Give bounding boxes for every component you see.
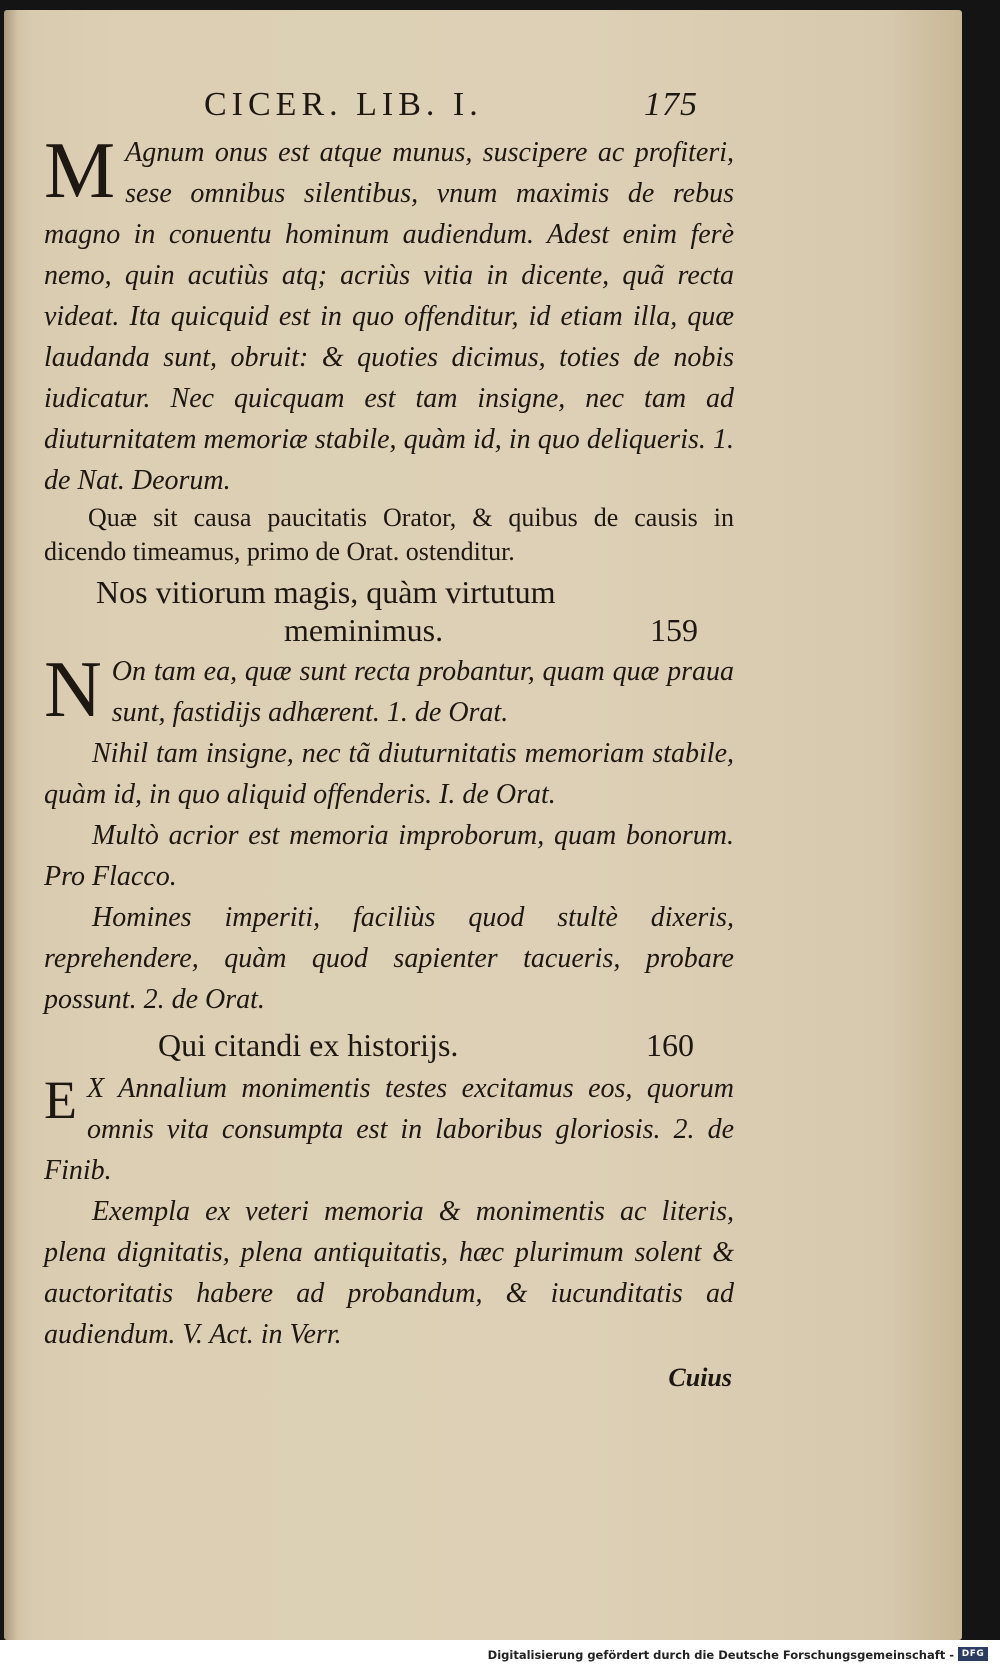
- section-heading-line2: meminimus.: [284, 612, 444, 648]
- section-number: 159: [650, 612, 698, 648]
- page-gutter-shadow: [4, 10, 18, 1640]
- drop-cap-n: N: [44, 646, 102, 734]
- section-heading-159: [44, 573, 734, 649]
- paragraph-homines-imperiti: Homines imperiti, faciliùs quod stultè dixeris, reprehendere, quàm quod sapienter tacueris, probare possunt. 2. de Orat.: [44, 902, 734, 1015]
- drop-cap-m: M: [44, 127, 116, 215]
- drop-cap-e: E: [44, 1070, 77, 1130]
- running-head: [44, 86, 734, 132]
- paragraph-text: X Annalium monimentis testes excitamus eos, quorum omnis vita consumpta est in laboribus gloriosis. 2. de Finib.: [44, 1073, 734, 1186]
- paragraph-ex-annalium: [44, 1068, 734, 1191]
- paragraph-non-tam: [44, 646, 734, 734]
- section-heading-text: Qui citandi ex historijs.: [158, 1027, 459, 1063]
- paragraph-text: Agnum onus est atque munus, suscipere ac profiteri, sese omnibus silentibus, vnum maximis de rebus magno in conuentu hominum audiendum. Adest enim ferè nemo, quin acutiùs atq; acriùs vitia in dicente, quã recta videat. Ita quicquid est in quo offenditur, id etiam illa, quæ laudanda sunt, obruit: & quoties dicimus, toties de nobis iudicatur. Nec quicquam est tam insigne, nec tam ad diuturnitatem memoriæ stabile, quàm id, in quo deliqueris. 1. de Nat. Deorum.: [44, 137, 734, 496]
- dfg-logo: DFG: [958, 1647, 988, 1661]
- paragraph-exempla: Exempla ex veteri memoria & monimentis ac literis, plena dignitatis, plena antiquitatis, hæc plurimum solent & auctoritatis habere ad probandum, & iucunditatis ad audiendum. V. Act. in Verr.: [44, 1196, 734, 1350]
- catchword: Cuius: [668, 1363, 732, 1392]
- section-number: 160: [646, 1027, 694, 1063]
- paragraph-magnum-onus: [44, 127, 734, 501]
- page-number: 175: [644, 86, 698, 123]
- text-block: [44, 86, 734, 1393]
- paragraph-text: On tam ea, quæ sunt recta probantur, quam quæ praua sunt, fastidijs adhærent. 1. de Orat.: [111, 656, 734, 728]
- section-heading-160: [44, 1024, 734, 1066]
- paragraph-note: Quæ sit causa paucitatis Orator, & quibus de causis in dicendo timeamus, primo de Orat. ostenditur.: [44, 503, 734, 566]
- paragraph-multo-acrior: Multò acrior est memoria improborum, quam bonorum. Pro Flacco.: [44, 820, 734, 892]
- digitization-credit: Digitalisierung gefördert durch die Deutsche Forschungsgemeinschaft -: [487, 1648, 954, 1662]
- footer-bar: [0, 1640, 1000, 1670]
- running-head-title: CICER. LIB. I.: [204, 86, 483, 123]
- paragraph-nihil-tam: Nihil tam insigne, nec tã diuturnitatis memoriam stabile, quàm id, in quo aliquid offenderis. I. de Orat.: [44, 738, 734, 810]
- section-heading-line1: Nos vitiorum magis, quàm virtutum: [96, 574, 556, 610]
